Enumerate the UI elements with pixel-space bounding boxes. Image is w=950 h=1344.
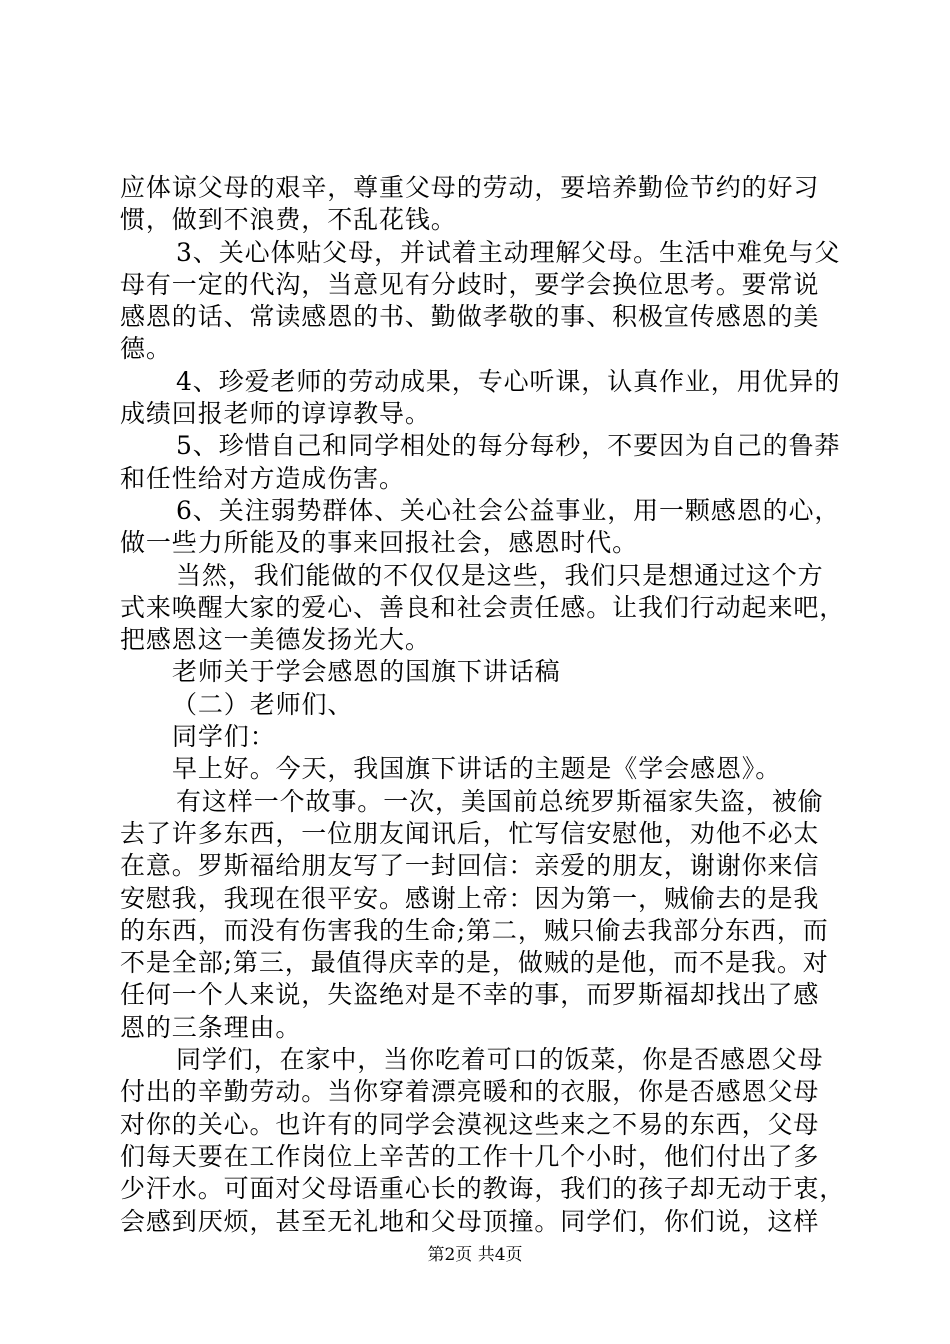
text-line: 不是全部;第三，最值得庆幸的是，做贼的是他，而不是我。对	[120, 948, 829, 978]
text-line: 3、关心体贴父母，并试着主动理解父母。生活中难免与父	[176, 237, 841, 267]
text-line: 应体谅父母的艰辛，尊重父母的劳动，要培养勤俭节约的好习	[120, 173, 820, 202]
text-line: （二）老师们、	[172, 689, 354, 719]
text-line: 付出的辛勤劳动。当你穿着漂亮暖和的衣服，你是否感恩父母	[120, 1077, 820, 1107]
text-line: 有这样一个故事。一次，美国前总统罗斯福家失盗，被偷	[176, 786, 824, 816]
document-body	[120, 172, 846, 1238]
text-line: 安慰我，我现在很平安。感谢上帝：因为第一，贼偷去的是我	[120, 883, 820, 913]
text-line: 感恩的话、常读感恩的书、勤做孝敬的事、积极宣传感恩的美	[120, 302, 820, 332]
text-line: 对你的关心。也许有的同学会漠视这些来之不易的东西，父母	[120, 1109, 820, 1139]
text-line: 做一些力所能及的事来回报社会，感恩时代。	[120, 528, 639, 558]
text-line: 6、关注弱势群体、关心社会公益事业，用一颗感恩的心，	[176, 495, 841, 525]
text-line: 同学们：	[172, 722, 276, 752]
text-line: 式来唤醒大家的爱心、善良和社会责任感。让我们行动起来吧，	[120, 592, 846, 622]
text-line: 成绩回报老师的谆谆教导。	[120, 399, 431, 429]
text-line: 老师关于学会感恩的国旗下讲话稿	[172, 657, 561, 687]
text-line: 任何一个人来说，失盗绝对是不幸的事，而罗斯福却找出了感	[120, 980, 820, 1010]
text-line: 同学们，在家中，当你吃着可口的饭菜，你是否感恩父母	[176, 1045, 824, 1075]
text-line: 恩的三条理由。	[120, 1012, 302, 1042]
text-line: 的东西，而没有伤害我的生命;第二，贼只偷去我部分东西，而	[120, 915, 829, 945]
text-line: 去了许多东西，一位朋友闻讯后，忙写信安慰他，劝他不必太	[120, 818, 820, 848]
text-line: 4、珍爱老师的劳动成果，专心听课，认真作业，用优异的	[176, 366, 841, 396]
text-line: 在意。罗斯福给朋友写了一封回信：亲爱的朋友，谢谢你来信	[120, 851, 820, 881]
text-line: 德。	[120, 334, 172, 364]
text-line: 把感恩这一美德发扬光大。	[120, 625, 431, 655]
text-line: 惯，做到不浪费，不乱花钱。	[120, 205, 457, 235]
text-line: 母有一定的代沟，当意见有分歧时，要学会换位思考。要常说	[120, 269, 820, 299]
text-line: 会感到厌烦，甚至无礼地和父母顶撞。同学们，你们说，这样	[120, 1206, 820, 1236]
text-line: 们每天要在工作岗位上辛苦的工作十几个小时，他们付出了多	[120, 1141, 820, 1171]
text-line: 早上好。今天，我国旗下讲话的主题是《学会感恩》。	[172, 754, 782, 784]
text-line: 当然，我们能做的不仅仅是这些，我们只是想通过这个方	[176, 560, 824, 590]
text-line: 5、珍惜自己和同学相处的每分每秒，不要因为自己的鲁莽	[176, 431, 841, 461]
text-line: 和任性给对方造成伤害。	[120, 463, 405, 493]
page-number: 第2页 共4页	[427, 1245, 523, 1265]
text-line: 少汗水。可面对父母语重心长的教诲，我们的孩子却无动于衷，	[120, 1174, 846, 1204]
